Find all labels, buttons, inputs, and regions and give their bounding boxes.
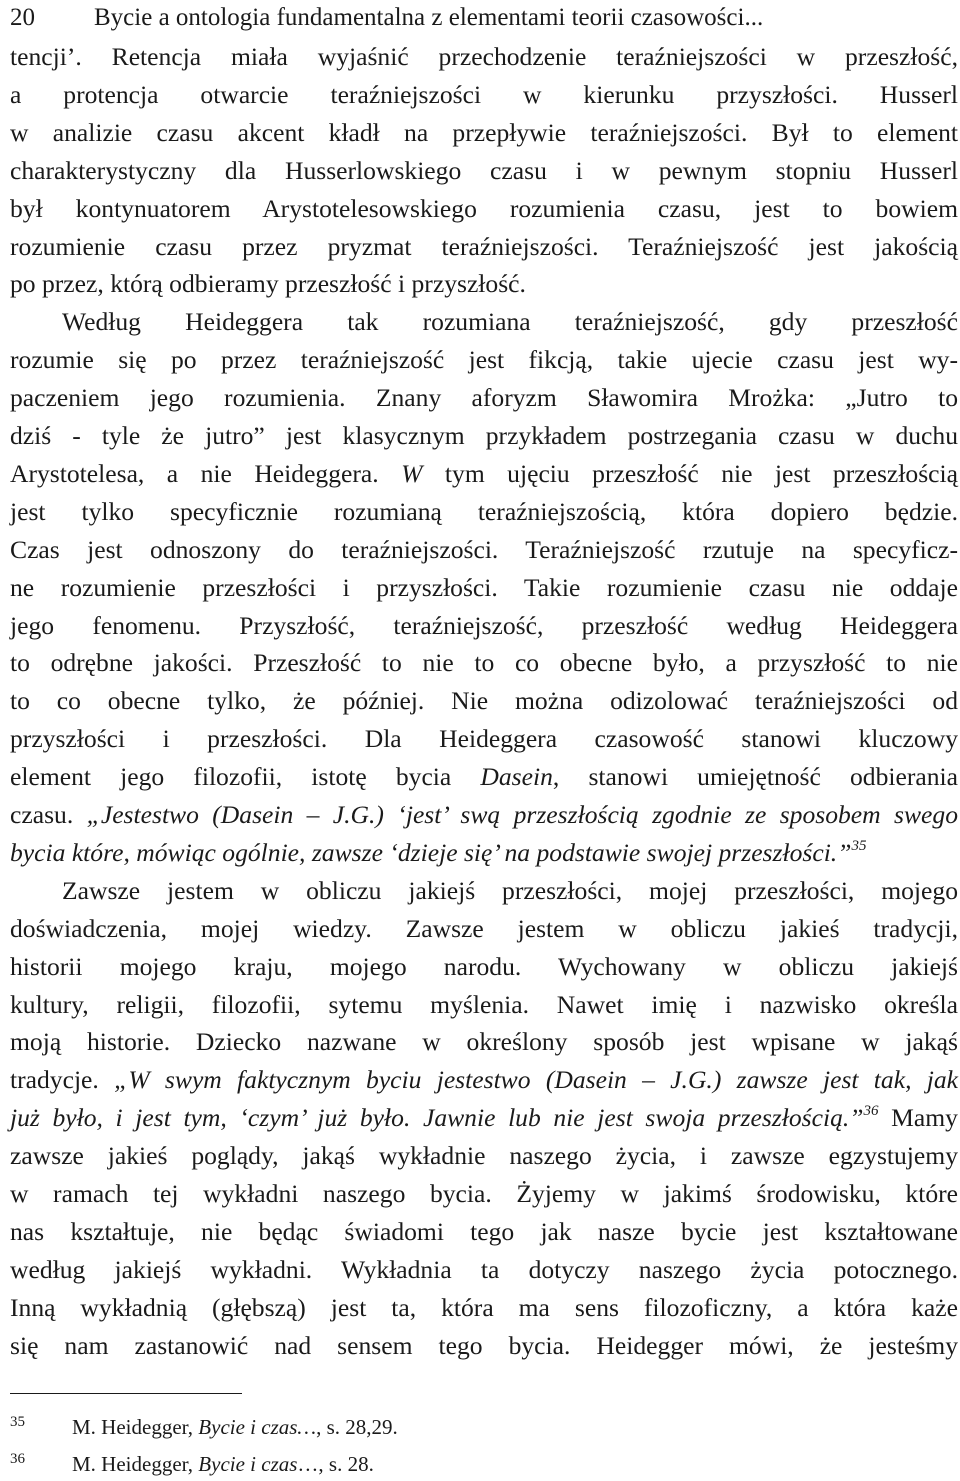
page-number: 20	[10, 4, 35, 31]
text-run: Zawsze jestem w obliczu jakiejś przeszłości, mojej przeszłości, mojego	[62, 875, 958, 905]
text-run: dziś - tyle że jutro” jest klasycznym przykładem postrzegania czasu w duchu	[10, 421, 958, 450]
footnote-author: M. Heidegger,	[72, 1415, 199, 1439]
text-run: element jego filozofii, istotę bycia	[10, 762, 481, 792]
footnote: 35 M. Heidegger, Bycie i czas…, s. 28,29.	[10, 1414, 398, 1439]
text-line	[10, 609, 958, 643]
text-run: rozumienie czasu przez pryzmat teraźniejszości. Teraźniejszość jest jakością	[10, 231, 958, 261]
text-run: doświadczenia, mojej wiedzy. Zawsze jestem w obliczu jakieś tradycji,	[10, 913, 958, 943]
text-run: rozumie się po przez teraźniejszość jest fikcją, takie ujecie czasu jest wy-	[10, 345, 958, 375]
text-run: w analizie czasu akcent kładł na przepływie teraźniejszości. Był to element	[10, 117, 958, 147]
text-line	[10, 684, 958, 718]
text-run: paczeniem jego rozumienia. Znany aforyzm Sławomira Mrożka: „Jutro to	[10, 383, 958, 413]
text-run: „W swym faktycznym byciu jestestwo (Dasein – J.G.) zawsze jest tak, jak	[114, 1065, 959, 1095]
text-run: czasu.	[10, 800, 87, 829]
text-line	[10, 798, 958, 832]
text-line	[10, 1177, 958, 1211]
text-run: Mamy	[878, 1103, 958, 1133]
text-run: po przez, którą odbieramy przeszłość i przyszłość.	[10, 269, 526, 299]
text-run: w ramach tej wykładni naszego bycia. Żyjemy w jakimś środowisku, które	[10, 1179, 958, 1208]
footnote-ref: 35	[851, 837, 867, 854]
text-line	[10, 419, 958, 453]
text-run: W	[401, 458, 423, 488]
text-run: Czas jest odnoszony do teraźniejszości. Teraźniejszość rzutuje na specyficz-	[10, 534, 958, 564]
text-line	[10, 533, 958, 567]
footnote-pages: , s. 28,29.	[316, 1415, 398, 1439]
text-line	[10, 1253, 958, 1287]
text-line	[10, 305, 958, 339]
text-run: bycia które, mówiąc ogólnie, zawsze ‘dzieje się’ na podstawie swojej przeszłości.”	[10, 837, 852, 867]
text-run: Według Heideggera tak rozumiana teraźniejszość, gdy przeszłość	[62, 307, 958, 337]
text-run: nas kształtuje, nie będąc świadomi tego jak nasze bycie jest kształtowane	[10, 1216, 958, 1246]
text-run: „Jestestwo (Dasein – J.G.) ‘jest’ swą przeszłością zgodnie ze sposobem swego	[86, 800, 958, 829]
text-line	[10, 571, 958, 605]
text-line	[10, 988, 958, 1022]
text-run: tym ujęciu przeszłość nie jest przeszłością	[422, 458, 958, 488]
text-line	[10, 192, 958, 226]
footnote-pages: …, s. 28.	[297, 1452, 374, 1476]
text-line	[10, 154, 958, 188]
text-line	[10, 78, 958, 112]
text-line	[10, 950, 958, 984]
text-run: jest tylko specyficznie rozumianą teraźniejszością, która dopiero będzie.	[10, 496, 958, 526]
footnote-separator	[10, 1393, 242, 1394]
text-line	[10, 1025, 958, 1059]
text-run: to odrębne jakości. Przeszłość to nie to co obecne było, a przyszłość to nie	[10, 648, 958, 678]
text-run: Arystotelesa, a nie Heideggera.	[10, 458, 402, 488]
text-line	[10, 836, 958, 870]
text-line	[10, 230, 958, 264]
text-line	[10, 646, 958, 680]
text-run: moją historie. Dziecko nazwane w określony sposób jest wpisane w jakąś	[10, 1027, 958, 1057]
text-line	[10, 874, 958, 908]
text-run: Dasein	[480, 762, 553, 792]
text-run: a protencja otwarcie teraźniejszości w kierunku przyszłości. Husserl	[10, 79, 958, 109]
text-line	[10, 912, 958, 946]
text-line	[10, 495, 958, 529]
text-line	[10, 1101, 958, 1135]
text-line	[10, 760, 958, 794]
text-line	[10, 1063, 958, 1097]
text-line	[10, 40, 958, 74]
text-line	[10, 116, 958, 150]
text-run: przyszłości i przeszłości. Dla Heideggera czasowość stanowi kluczowy	[10, 724, 958, 754]
text-run: tradycje.	[10, 1065, 115, 1095]
text-run: , stanowi umiejętność odbierania	[552, 762, 958, 792]
text-run: zawsze jakieś poglądy, jakąś wykładnie naszego życia, i zawsze egzystujemy	[10, 1141, 958, 1171]
footnote-author: M. Heidegger,	[72, 1452, 199, 1476]
text-run: już było, i jest tym, ‘czym’ już było. Jawnie lub nie jest swoja przeszłością.”	[10, 1103, 864, 1133]
footnote-title: Bycie i czas	[198, 1452, 298, 1476]
text-line	[10, 1139, 958, 1173]
running-title: Bycie a ontologia fundamentalna z elementami teorii czasowości...	[94, 4, 764, 31]
text-run: według jakiejś wykładni. Wykładnia ta dotyczy naszego życia potocznego.	[10, 1254, 958, 1284]
text-run: tencji’. Retencja miała wyjaśnić przechodzenie teraźniejszości w przeszłość,	[10, 42, 958, 71]
text-line	[10, 457, 958, 491]
text-run: jego fenomenu. Przyszłość, teraźniejszość, przeszłość według Heideggera	[10, 610, 958, 640]
text-run: kultury, religii, filozofii, sytemu myślenia. Nawet imię i nazwisko określa	[10, 989, 958, 1019]
text-run: się nam zastanowić nad sensem tego bycia. Heidegger mówi, że jesteśmy	[10, 1330, 958, 1360]
text-run: historii mojego kraju, mojego narodu. Wychowany w obliczu jakiejś	[10, 951, 958, 981]
text-run: był kontynuatorem Arystotelesowskiego rozumienia czasu, jest to bowiem	[10, 193, 958, 223]
text-line	[10, 1329, 958, 1363]
text-line	[10, 1215, 958, 1249]
text-line	[10, 381, 958, 415]
text-line	[10, 722, 958, 756]
text-line	[10, 343, 958, 377]
footnote-ref: 36	[863, 1103, 879, 1120]
footnote-title: Bycie i czas…	[198, 1415, 317, 1439]
text-line	[10, 267, 958, 301]
text-line	[10, 1291, 958, 1325]
text-run: ne rozumienie przeszłości i przyszłości. Takie rozumienie czasu nie oddaje	[10, 572, 958, 602]
running-header	[10, 2, 763, 34]
footnote: 36 M. Heidegger, Bycie i czas…, s. 28.	[10, 1451, 374, 1476]
text-run: charakterystyczny dla Husserlowskiego czasu i w pewnym stopniu Husserl	[10, 155, 958, 185]
text-run: Inną wykładnią (głębszą) jest ta, która ma sens filozoficzny, a która każe	[10, 1292, 958, 1322]
text-run: to co obecne tylko, że później. Nie można odizolować teraźniejszości od	[10, 686, 958, 716]
